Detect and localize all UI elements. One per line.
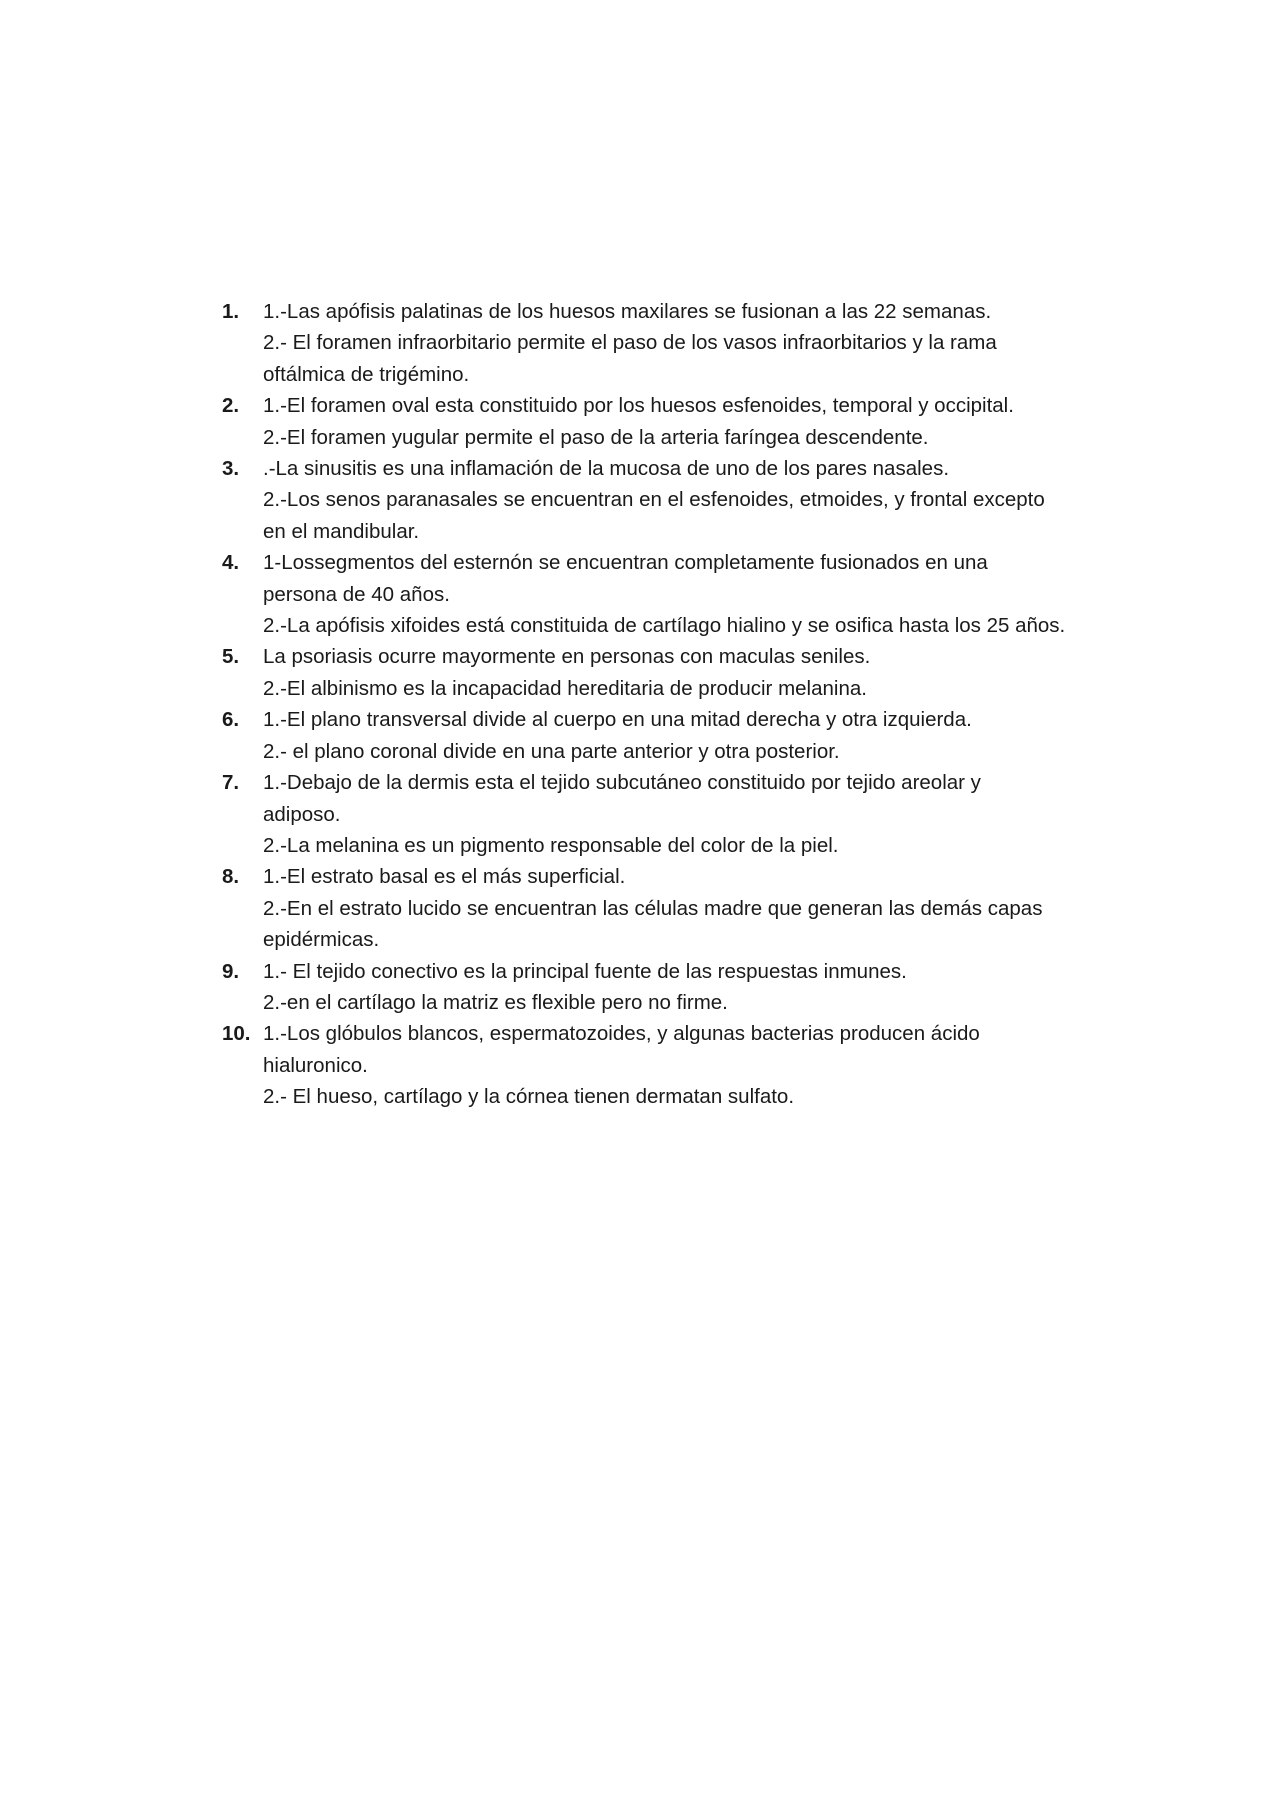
list-item-number: 6. (222, 708, 240, 732)
list-item-number: 3. (222, 457, 240, 481)
list-item (222, 641, 1122, 704)
list-item-text (263, 390, 1122, 453)
text-line: 2.- El hueso, cartílago y la córnea tienen dermatan sulfato. (263, 1085, 795, 1109)
list-item-text (263, 453, 1122, 547)
list-item (222, 956, 1122, 1019)
list-item (222, 547, 1122, 641)
list-item-text (263, 861, 1122, 955)
list-item (222, 390, 1122, 453)
list-item-number: 4. (222, 551, 240, 575)
text-line: epidérmicas. (263, 928, 380, 952)
text-line: La psoriasis ocurre mayormente en personas con maculas seniles. (263, 645, 871, 669)
numbered-list (222, 296, 1122, 1113)
list-item-number: 5. (222, 645, 240, 669)
text-line: 1.-Los glóbulos blancos, espermatozoides, y algunas bacterias producen ácido (263, 1022, 980, 1046)
list-item (222, 861, 1122, 955)
list-item-number: 8. (222, 865, 240, 889)
list-item-number: 2. (222, 394, 240, 418)
list-item-number: 1. (222, 300, 240, 323)
text-line: .-La sinusitis es una inflamación de la mucosa de uno de los pares nasales. (263, 457, 950, 481)
text-line: en el mandibular. (263, 519, 420, 543)
text-line: 2.-en el cartílago la matriz es flexible pero no firme. (263, 990, 728, 1014)
list-item-text (263, 956, 1122, 1019)
text-line: 2.-El albinismo es la incapacidad hereditaria de producir melanina. (263, 676, 867, 700)
list-item (222, 1018, 1122, 1112)
text-line: hialuronico. (263, 1053, 368, 1077)
list-item-text (263, 767, 1122, 861)
text-line: 1.-El plano transversal divide al cuerpo en una mitad derecha y otra izquierda. (263, 708, 972, 732)
text-line: 2.-En el estrato lucido se encuentran las células madre que generan las demás capas (263, 896, 1043, 920)
text-line: 1.-Las apófisis palatinas de los huesos maxilares se fusionan a las 22 semanas. (263, 300, 992, 323)
list-item (222, 767, 1122, 861)
text-line: 2.-Los senos paranasales se encuentran en el esfenoides, etmoides, y frontal excepto (263, 488, 1045, 512)
text-line: 2.-La apófisis xifoides está constituida de cartílago hialino y se osifica hasta los 25 años. (263, 614, 1066, 638)
list-item-text (263, 547, 1122, 641)
text-line: 2.- el plano coronal divide en una parte anterior y otra posterior. (263, 739, 840, 763)
text-line: 2.-La melanina es un pigmento responsable del color de la piel. (263, 833, 839, 857)
text-line: persona de 40 años. (263, 582, 450, 606)
text-line: 1.-Debajo de la dermis esta el tejido subcutáneo constituido por tejido areolar y (263, 771, 981, 795)
text-line: 1.-El estrato basal es el más superficial. (263, 865, 626, 889)
text-line: adiposo. (263, 802, 341, 826)
list-item-text (263, 641, 1122, 704)
text-line: oftálmica de trigémino. (263, 362, 470, 386)
list-item (222, 704, 1122, 767)
list-item-number: 7. (222, 771, 240, 795)
text-line: 1.- El tejido conectivo es la principal fuente de las respuestas inmunes. (263, 959, 907, 983)
text-line: 2.- El foramen infraorbitario permite el paso de los vasos infraorbitarios y la rama (263, 331, 997, 355)
list-item (222, 453, 1122, 547)
text-line: 1.-El foramen oval esta constituido por los huesos esfenoides, temporal y occipital. (263, 394, 1014, 418)
list-item-number: 9. (222, 959, 240, 983)
list-item-text (263, 704, 1122, 767)
text-line: 2.-El foramen yugular permite el paso de la arteria faríngea descendente. (263, 425, 929, 449)
list-item-number: 10. (222, 1022, 251, 1046)
list-item-text (263, 296, 1122, 390)
list-item (222, 296, 1122, 390)
list-item-text (263, 1018, 1122, 1112)
text-line: 1-Lossegmentos del esternón se encuentran completamente fusionados en una (263, 551, 988, 575)
